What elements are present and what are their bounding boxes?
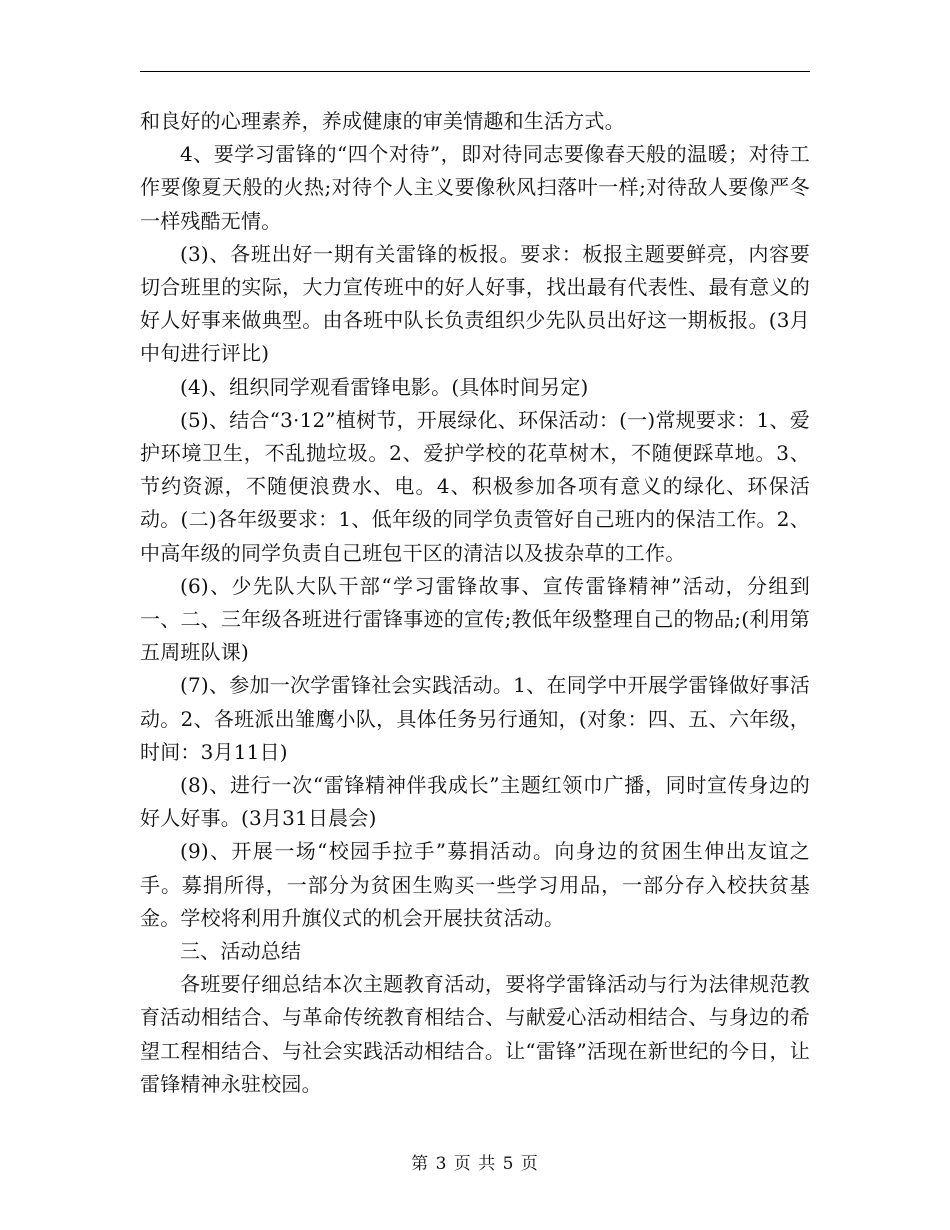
paragraph-story-activity: (6)、少先队大队干部“学习雷锋故事、宣传雷锋精神”活动，分组到一、二、三年级各班进行雷锋事迹的宣传;教低年级整理自己的物品;(利用第五周班队课)	[140, 573, 810, 665]
section-heading-summary: 三、活动总结	[180, 939, 302, 964]
paragraph-summary: 各班要仔细总结本次主题教育活动，要将学雷锋活动与行为法律规范教育活动相结合、与革命传统教育相结合、与献爱心活动相结合、与身边的希望工程相结合、与社会实践活动相结合。让“雷锋”活现在新世纪的今日，让雷锋精神永驻校园。	[140, 972, 810, 1096]
paragraph-continuation: 和良好的心理素养，养成健康的审美情趣和生活方式。	[140, 109, 625, 133]
document-body	[140, 105, 810, 1101]
paragraph-social-practice: (7)、参加一次学雷锋社会实践活动。1、在同学中开展学雷锋做好事活动。2、各班派出雏鹰小队，具体任务另行通知，(对象：四、五、六年级，时间：3月11日)	[140, 673, 810, 764]
paragraph-broadcast: (8)、进行一次“雷锋精神伴我成长”主题红领巾广播，同时宣传身边的好人好事。(3月31日晨会)	[140, 773, 810, 831]
paragraph-four-attitudes: 4、要学习雷锋的“四个对待”，即对待同志要像春天般的温暖；对待工作要像夏天般的火热;对待个人主义要像秋风扫落叶一样;对待敌人要像严冬一样残酷无情。	[140, 142, 810, 233]
paragraph-movie: (4)、组织同学观看雷锋电影。(具体时间另定)	[180, 374, 589, 399]
page-number: 第 3 页 共 5 页	[411, 1154, 539, 1174]
paragraph-donation: (9)、开展一场“校园手拉手”募捐活动。向身边的贫困生伸出友谊之手。募捐所得，一部分为贫困生购买一些学习用品，一部分存入校扶贫基金。学校将利用升旗仪式的机会开展扶贫活动。	[140, 839, 810, 930]
header-rule	[140, 71, 810, 72]
paragraph-tree-planting: (5)、结合“3·12”植树节，开展绿化、环保活动：(一)常规要求：1、爱护环境卫生，不乱抛垃圾。2、爱护学校的花草树木，不随便踩草地。3、节约资源，不随便浪费水、电。4、积极参加各项有意义的绿化、环保活动。(二)各年级要求：1、低年级的同学负责管好自己班内的保洁工作。2、中高年级的同学负责自己班包干区的清洁以及拔杂草的工作。	[140, 407, 810, 565]
paragraph-blackboard: (3)、各班出好一期有关雷锋的板报。要求：板报主题要鲜亮，内容要切合班里的实际，大力宣传班中的好人好事，找出最有代表性、最有意义的好人好事来做典型。由各班中队长负责组织少先队员出好这一期板报。(3月中旬进行评比)	[140, 241, 810, 366]
